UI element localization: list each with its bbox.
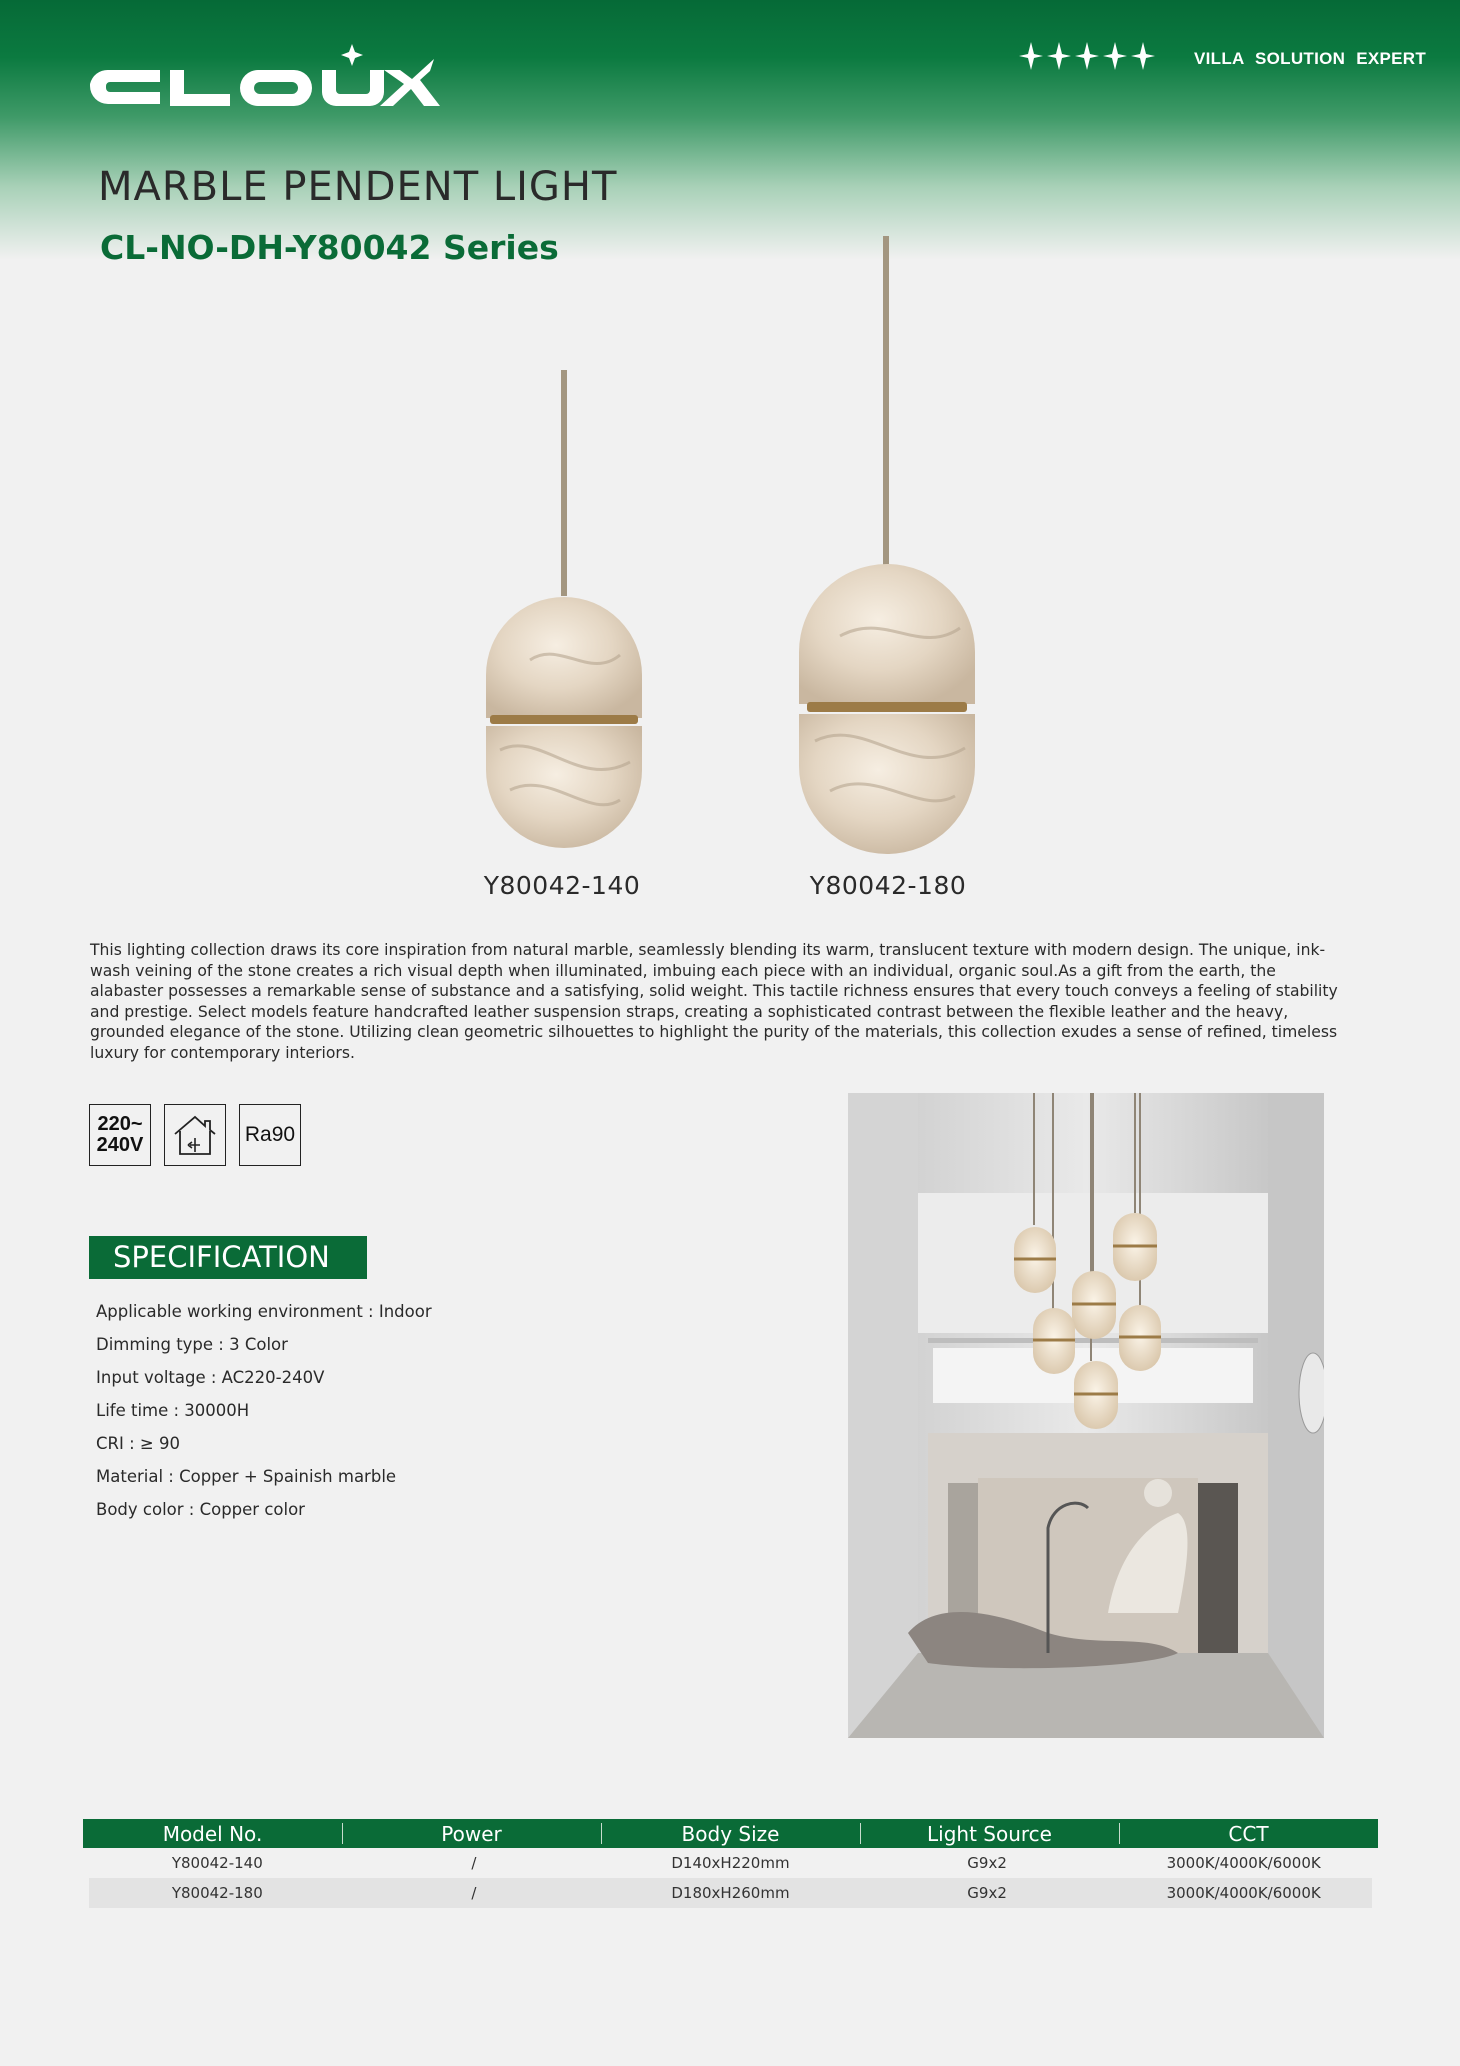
spec-table [83,1819,1378,1908]
spec-item: Body color : Copper color [96,1500,305,1519]
table-cell: Y80042-140 [171,1854,263,1872]
room-scene-photo [848,1093,1324,1738]
spec-item: Life time : 30000H [96,1401,250,1420]
product-image-y80042-180 [790,236,990,856]
table-header-row [83,1819,1378,1848]
table-cell: 3000K/4000K/6000K [1166,1854,1321,1872]
cloux-logo [80,38,440,108]
spec-item: CRI : ≥ 90 [96,1434,180,1453]
table-cell: D180xH260mm [671,1884,790,1902]
table-row [89,1878,1372,1908]
product-label-y80042-180: Y80042-180 [809,871,967,900]
table-header-model: Model No. [162,1822,263,1846]
spec-item: Dimming type : 3 Color [96,1335,288,1354]
spec-item: Input voltage : AC220-240V [96,1368,325,1387]
specification-list [96,1302,432,1533]
table-cell: D140xH220mm [671,1854,790,1872]
indoor-house-icon [171,1112,219,1158]
tagline: VILLA SOLUTION EXPERT [1194,49,1427,68]
star-icon [1074,38,1100,74]
table-cell: G9x2 [967,1884,1007,1902]
star-icon [1018,38,1044,74]
spec-item: Applicable working environment : Indoor [96,1302,432,1321]
series-subtitle: CL-NO-DH-Y80042 Series [100,228,559,267]
table-cell: G9x2 [967,1854,1007,1872]
star-icon [1046,38,1072,74]
page-title: MARBLE PENDENT LIGHT [98,164,618,210]
star-icon [1102,38,1128,74]
table-header-body-size: Body Size [601,1819,860,1848]
table-cell: / [471,1854,477,1872]
indoor-badge [164,1104,226,1166]
voltage-badge [89,1104,151,1166]
star-icon [1130,38,1156,74]
product-image-y80042-140 [470,370,660,850]
table-cell: Y80042-180 [171,1884,263,1902]
voltage-badge-line2: 240V [96,1134,144,1156]
product-label-y80042-140: Y80042-140 [483,871,641,900]
spec-item: Material : Copper + Spainish marble [96,1467,397,1486]
table-header-light-source: Light Source [860,1819,1119,1848]
table-row [89,1848,1372,1878]
voltage-badge-line1: 220~ [97,1113,143,1135]
cri-badge: Ra90 [239,1104,301,1166]
specification-heading: SPECIFICATION [89,1236,367,1279]
table-cell: / [471,1884,477,1902]
table-header-power: Power [342,1819,601,1848]
product-description: This lighting collection draws its core inspiration from natural marble, seamlessly blending its warm, translucent texture with modern design. The unique, ink-wash veining of the stone creates a rich visual depth when illuminated, imbuing each piece with an individual, organic soul.As a gift from the earth, the alabaster possesses a remarkable sense of substance and a satisfying, solid weight. This tactile richness ensures that every touch conveys a feeling of stability and prestige. Select models feature handcrafted leather suspension straps, creating a sophisticated contrast between the flexible leather and the heavy, grounded elegance of the stone. Utilizing clean geometric silhouettes to highlight the purity of the materials, this collection exudes a sense of refined, timeless luxury for contemporary interiors. [90,941,1338,1062]
table-cell: 3000K/4000K/6000K [1166,1884,1321,1902]
rating-stars [1018,38,1160,78]
table-header-cct: CCT [1119,1819,1378,1848]
